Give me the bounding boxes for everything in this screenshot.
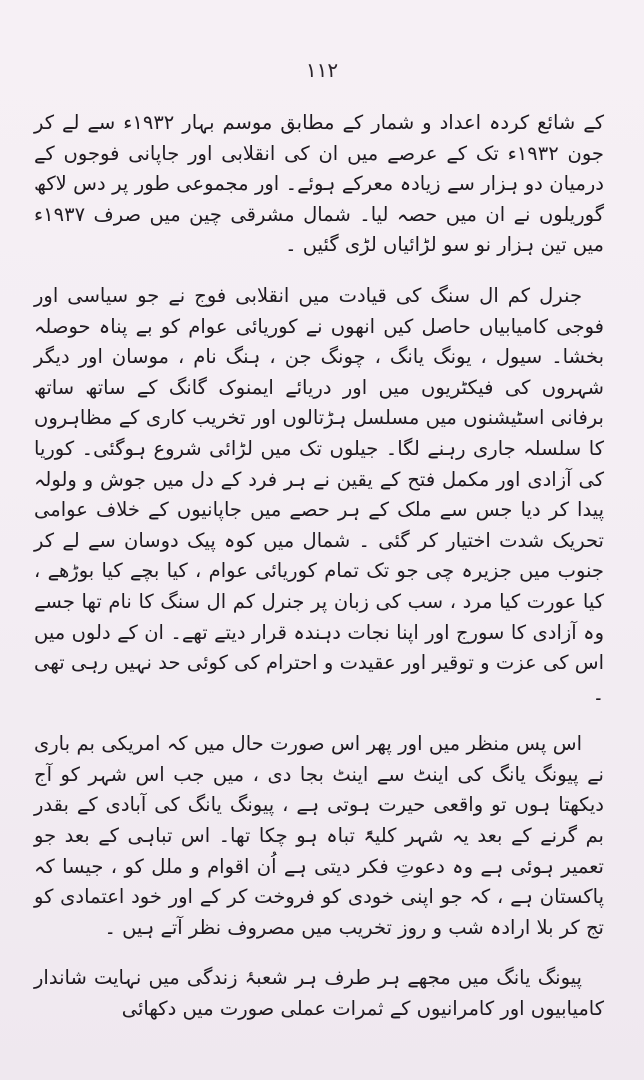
page-body-text	[34, 108, 604, 1025]
paragraph-3: اس پس منظر میں اور پھر اس صورت حال میں کہ امریکی بم باری نے پیونگ یانگ کی اینٹ سے اینٹ بجا دی ، میں جب اس شہر کو آج دیکھتا ہوں تو واقعی حیرت ہوتی ہے ، پیونگ یانگ کی آبادی کے بقدر بم گرنے کے بعد یہ شہر کلیۃً تباہ ہو چکا تھا۔ اس تباہی کے بعد جو تعمیر ہوئی ہے وہ دعوتِ فکر دیتی ہے اُن اقوام و ملل کو ، جیسا کہ پاکستان ہے ، کہ جو اپنی خودی کو فروخت کر کے اور خود اعتمادی کو تج کر بلا ارادہ شب و روز تخریب میں مصروف نظر آتے ہیں ۔	[34, 732, 604, 939]
paragraph-4: پیونگ یانگ میں مجھے ہر طرف ہر شعبۂ زندگی میں نہایت شاندار کامیابیوں اور کامرانیوں کے ثمرات عملی صورت میں دکھائی	[34, 966, 604, 1021]
paragraph-1: کے شائع کردہ اعداد و شمار کے مطابق موسم بہار ۱۹۳۲ء سے لے کر جون ۱۹۳۲ء تک کے عرصے میں ان کی انقلابی اور جاپانی فوجوں کے درمیان دو ہزار سے زیادہ معرکے ہوئے۔ اور مجموعی طور پر دس لاکھ گوریلوں نے ان میں حصہ لیا۔ شمال مشرقی چین میں صرف ۱۹۳۷ء میں تین ہزار نو سو لڑائیاں لڑی گئیں ۔	[34, 111, 604, 257]
paragraph-2: جنرل کم ال سنگ کی قیادت میں انقلابی فوج نے جو سیاسی اور فوجی کامیابیاں حاصل کیں انھوں نے کوریائی عوام کو بے پناہ حوصلہ بخشا۔ سیول ، یونگ یانگ ، چونگ جن ، ہنگ نام ، موسان اور دیگر شہروں کی فیکٹریوں میں اور دریائے ایمنوک گانگ کے ساتھ ساتھ برفانی اسٹیشنوں میں مسلسل ہڑتالوں اور تخریب کاری کے مظاہروں کا سلسلہ جاری رہنے لگا۔ جیلوں تک میں لڑائی شروع ہوگئی۔ کوریا کی آزادی اور مکمل فتح کے یقین نے ہر فرد کے دل میں جوش و ولولہ پیدا کر دیا جس سے ملک کے ہر حصے میں جاپانیوں کے خلاف عوامی تحریک شدت اختیار کر گئی ۔ شمال میں کوہ پیک دوسان سے لے کر جنوب میں جزیرہ چی جو تک تمام کوریائی عوام ، کیا بچے کیا بوڑھے ، کیا عورت کیا مرد ، سب کی زبان پر جنرل کم ال سنگ کا نام تھا جسے وہ آزادی کا سورج اور اپنا نجات دہندہ قرار دیتے تھے۔ ان کے دلوں میں اس کی عزت و توقیر اور عقیدت و احترام کی کوئی حد نہیں رہی تھی ۔	[34, 283, 604, 705]
page-number: ۱۱۲	[305, 58, 339, 82]
